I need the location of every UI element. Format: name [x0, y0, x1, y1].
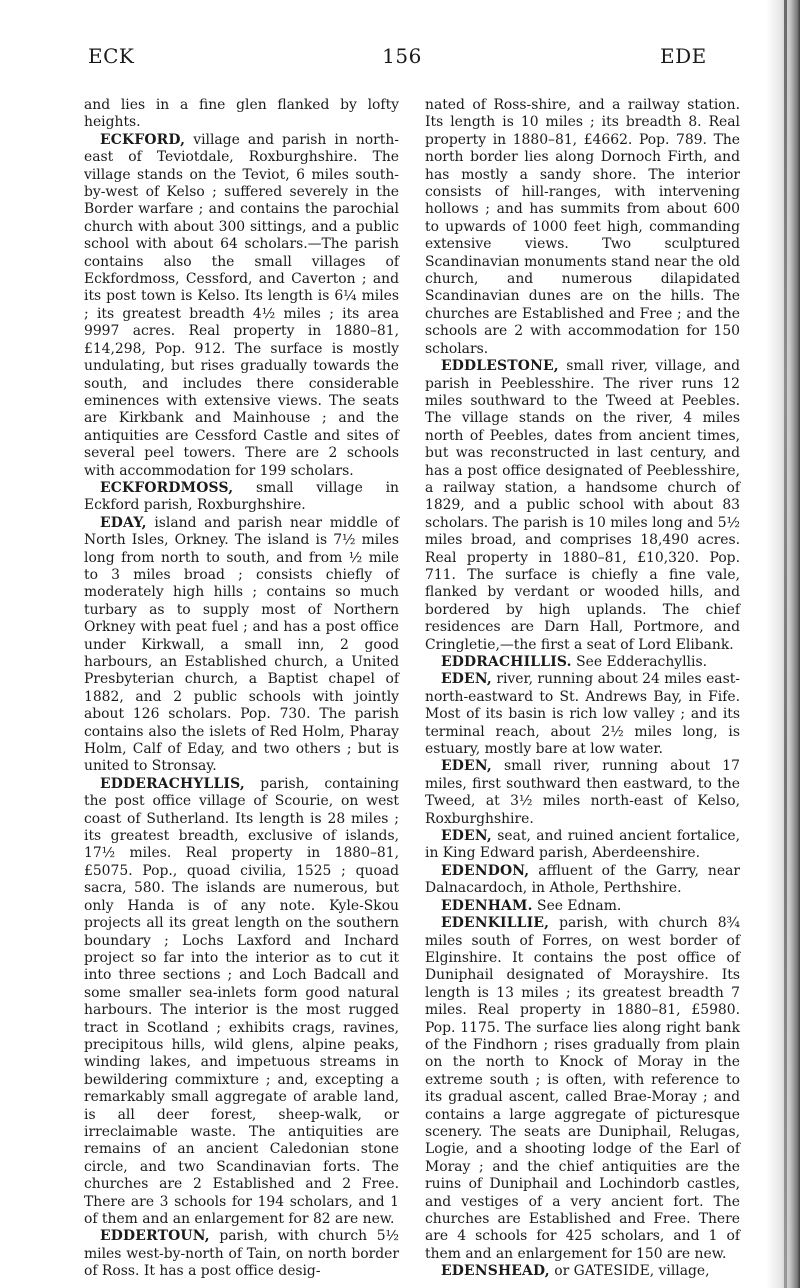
gazetteer-entry	[84, 132, 399, 480]
book-binding-edge	[766, 0, 800, 1288]
entry-text: island and parish near middle of North Isles, Orkney. The island is 7½ miles long from north to south, and from ½ mile to 3 miles broad ; consists chiefly of moderately high hills ; contains so much turbary as to supply most of Northern Orkney with peat fuel ; and has a post office under Kirkwall, a small inn, 2 good harbours, an Established church, a United Presbyterian church, a Baptist chapel of 1882, and 2 public schools with jointly about 126 scholars. Pop. 730. The parish contains also the islets of Red Holm, Pharay Holm, Calf of Eday, and two others ; but is united to Stronsay.	[84, 514, 399, 775]
gazetteer-entry	[425, 1263, 740, 1280]
entry-text: See Ednam.	[532, 897, 622, 914]
gazetteer-entry	[425, 671, 740, 758]
entry-headword: ECKFORDMOSS,	[100, 479, 234, 496]
entry-text: or GATESIDE, village,	[549, 1263, 710, 1280]
entry-headword: EDDRACHILLIS.	[441, 654, 572, 670]
entry-headword: EDAY,	[100, 514, 147, 531]
gazetteer-entry	[425, 758, 740, 828]
entry-text: small river, village, and parish in Peeblesshire. The river runs 12 miles southward to the Tweed at Peebles. The village stands on the river, 4 miles north of Peebles, dates from ancient times, but was reconstructed in last century, and has a post office designated of Peeblesshire, a railway station, a handsome church of 1829, and a public school with about 83 scholars. The parish is 10 miles long and 5½ miles broad, and comprises 18,490 acres. Real property in 1880–81, £10,320. Pop. 711. The surface is chiefly a fine vale, flanked by verdant or wooded hills, and bordered by high uplands. The chief residences are Darn Hall, Portmore, and Cringletie,—the first a seat of Lord Elibank.	[425, 358, 740, 653]
gazetteer-entry	[425, 654, 740, 671]
entry-text: small village in Eckford parish, Roxburghshire.	[84, 479, 399, 514]
running-head-left: ECK	[88, 44, 135, 68]
entry-text: nated of Ross-shire, and a railway station. Its length is 10 miles ; its breadth 8. Real property in 1880–81, £4662. Pop. 789. The north border lies along Dornoch Firth, and has mostly a sandy shore. The interior consists of hill-ranges, with intervening hollows ; and has summits from about 600 to upwards of 1000 feet high, commanding extensive views. Two sculptured Scandinavian monuments stand near the old church, and numerous dilapidated Scandinavian dunes are on the hills. The churches are Established and Free ; and the schools are 2 with accommodation for 150 scholars.	[425, 97, 740, 357]
entry-text: village and parish in north-east of Teviotdale, Roxburghshire. The village stands on the Teviot, 6 miles south-by-west of Kelso ; suffered severely in the Border warfare ; and contains the parochial church with about 300 sittings, and a public school with about 64 scholars.—The parish contains also the small villages of Eckfordmoss, Cessford, and Caverton ; and its post town is Kelso. Its length is 6¼ miles ; its greatest breadth 4½ miles ; its area 9997 acres. Real property in 1880–81, £14,298, Pop. 912. The surface is mostly undulating, but rises gradually towards the south, and includes there considerable eminences with extensive views. The seats are Kirkbank and Mainhouse ; and the antiquities are Cessford Castle and sites of several peel towers. There are 2 schools with accommodation for 199 scholars.	[84, 131, 399, 479]
entry-text: river, running about 24 miles east-north-eastward to St. Andrews Bay, in Fife. Most of its basin is rich low valley ; and its terminal reach, about 2½ miles long, is estuary, mostly bare at low water.	[425, 671, 740, 758]
entry-headword: ECKFORD,	[100, 131, 186, 148]
entry-headword: EDDLESTONE,	[441, 358, 559, 375]
entry-text: parish, with church 5½ miles west-by-north of Tain, on north border of Ross. It has a post office desig-	[84, 1228, 399, 1280]
entry-headword: EDEN,	[441, 671, 492, 688]
running-head-right: EDE	[660, 44, 707, 68]
gazetteer-entry	[84, 1228, 399, 1280]
left-column	[84, 97, 399, 1281]
entry-headword: EDEN,	[441, 828, 492, 845]
entry-text: seat, and ruined ancient fortalice, in King Edward parish, Aberdeenshire.	[425, 828, 740, 862]
page-number: 156	[382, 44, 422, 68]
gazetteer-entry	[84, 776, 399, 1229]
entry-headword: EDENHAM.	[441, 897, 533, 914]
entry-headword: EDENDON,	[441, 862, 530, 879]
gazetteer-entry	[425, 828, 740, 863]
gazetteer-entry	[425, 863, 740, 898]
gazetteer-entry	[425, 915, 740, 1263]
gazetteer-entry	[425, 358, 740, 654]
entry-text: parish, with church 8¾ miles south of Forres, on west border of Elginshire. It contains the post office of Duniphail designated of Morayshire. Its length is 13 miles ; its greatest breadth 7 miles. Real property in 1880–81, £5980. Pop. 1175. The surface lies along right bank of the Findhorn ; rises gradually from plain on the north to Knock of Moray in the extreme south ; is often, with reference to its gradual ascent, called Brae-Moray ; and contains a large aggregate of picturesque scenery. The seats are Duniphail, Relugas, Logie, and a shooting lodge of the Earl of Moray ; and the chief antiquities are the ruins of Duniphail and Lochindorb castles, and vestiges of a very ancient fort. The churches are Established and Free. There are 4 schools for 425 scholars, and 1 of them and an enlargement for 150 are new.	[425, 915, 740, 1262]
entry-headword: EDDERACHYLLIS,	[100, 775, 245, 792]
gazetteer-entry	[84, 480, 399, 515]
gazetteer-entry	[84, 515, 399, 776]
entry-text: and lies in a fine glen flanked by lofty heights.	[84, 97, 399, 131]
right-column	[425, 97, 740, 1281]
entry-text: small river, running about 17 miles, first southward then eastward, to the Tweed, at 3½ miles north-east of Kelso, Roxburghshire.	[425, 758, 740, 827]
entry-headword: EDENSHEAD,	[441, 1263, 550, 1280]
continued-paragraph	[84, 97, 399, 132]
entry-headword: EDDERTOUN,	[100, 1228, 210, 1245]
page-header	[0, 36, 800, 70]
entry-headword: EDENKILLIE,	[441, 915, 550, 932]
entry-text: See Edderachyllis.	[571, 654, 707, 670]
gazetteer-entry	[425, 898, 740, 915]
entry-text: parish, containing the post office village of Scourie, on west coast of Sutherland. Its length is 28 miles ; its greatest breadth, exclusive of islands, 17½ miles. Real property in 1880–81, £5075. Pop., quoad civilia, 1525 ; quoad sacra, 580. The islands are numerous, but only Handa is of any note. Kyle-Skou projects all its great length on the southern boundary ; Lochs Laxford and Inchard project so far into the interior as to cut it into three sections ; and Loch Badcall and some smaller sea-inlets form good natural harbours. The interior is the most rugged tract in Scotland ; exhibits crags, ravines, precipitous hills, wild glens, alpine peaks, winding lakes, and impetuous streams in bewildering commixture ; and, excepting a remarkably small aggregate of arable land, is all deer forest, sheep-walk, or irreclaimable waste. The antiquities are remains of an ancient Caledonian stone circle, and two Scandinavian forts. The churches are 2 Established and 2 Free. There are 3 schools for 194 scholars, and 1 of them and an enlargement for 82 are new.	[84, 775, 399, 1227]
entry-headword: EDEN,	[441, 758, 492, 775]
continued-paragraph	[425, 97, 740, 358]
entry-text: affluent of the Garry, near Dalnacardoch, in Athole, Perthshire.	[425, 862, 740, 897]
